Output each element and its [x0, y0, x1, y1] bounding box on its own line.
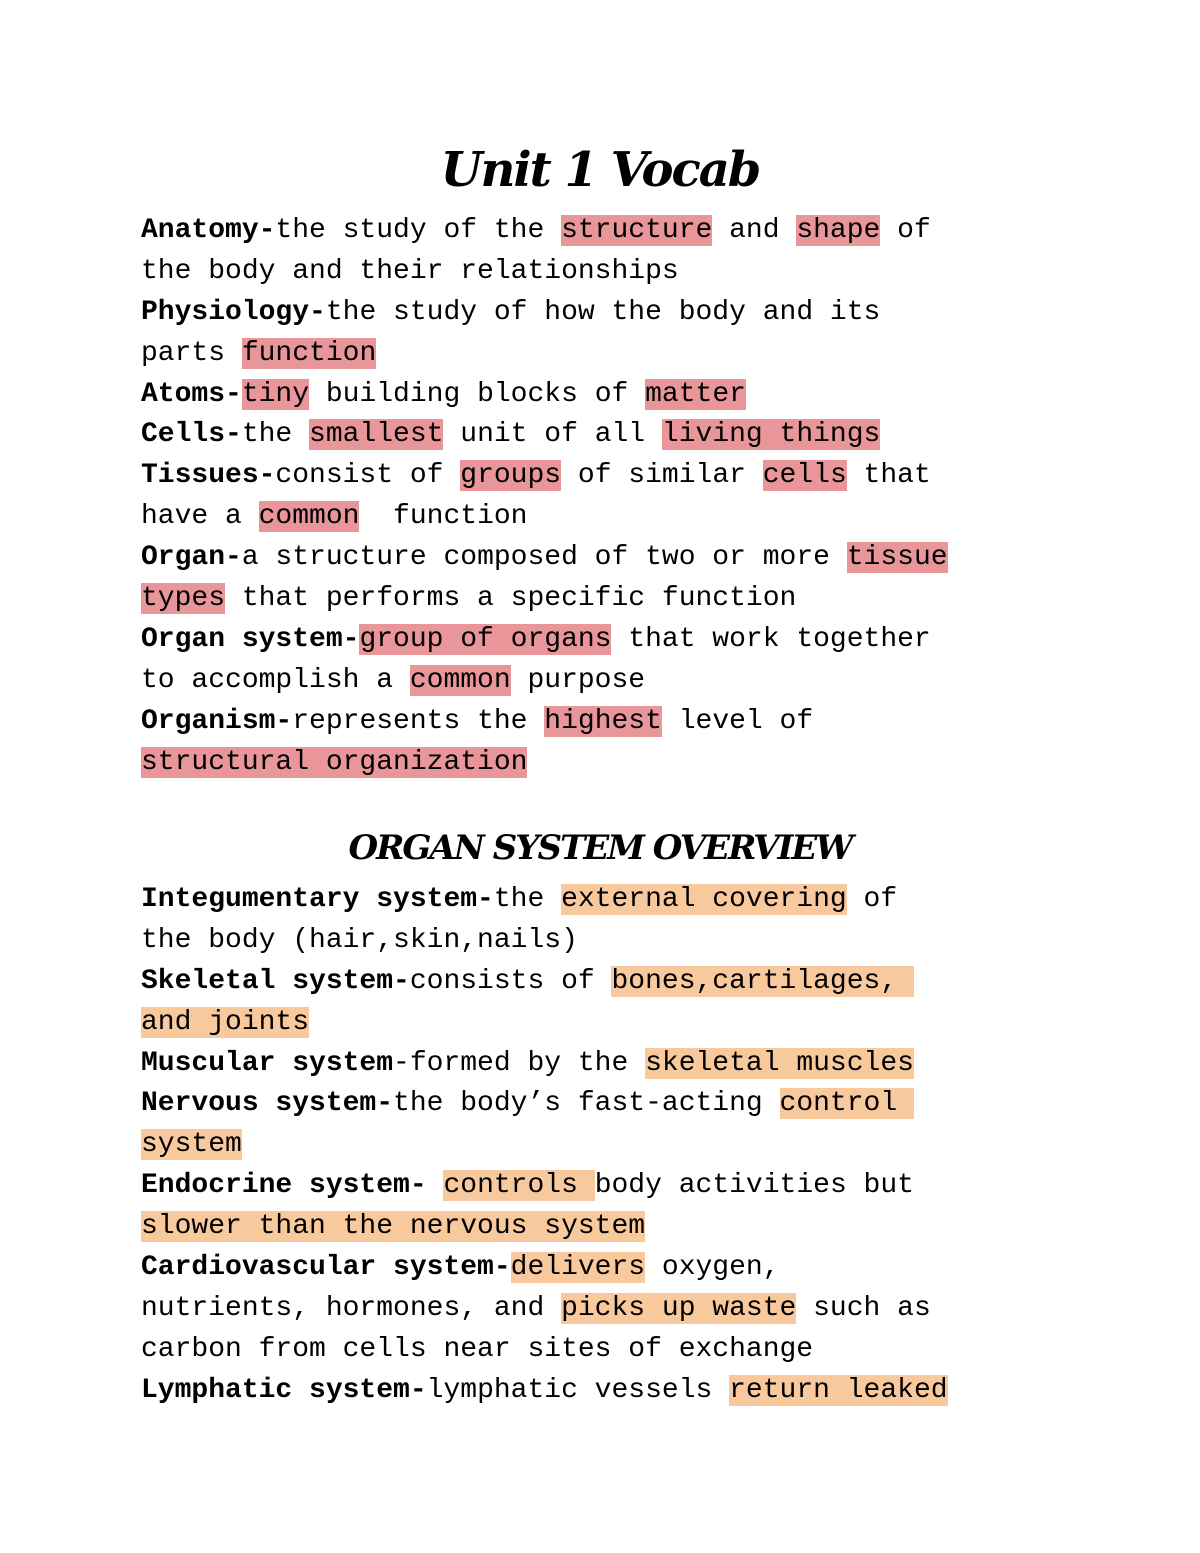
- system-line: [141, 1044, 1061, 1085]
- term-label: Physiology-: [141, 296, 326, 328]
- system-line: [141, 1289, 1061, 1330]
- vocab-line: [141, 620, 1061, 661]
- vocab-line: [141, 743, 1061, 784]
- highlighted-text: slower than the nervous system: [141, 1211, 646, 1243]
- highlighted-text: skeletal muscles: [645, 1047, 914, 1079]
- highlighted-text: control: [779, 1088, 914, 1120]
- highlighted-text: living things: [661, 419, 881, 451]
- text-segment: a structure composed of two or more: [241, 542, 847, 574]
- term-label: Organ-: [141, 542, 242, 574]
- term-label: Atoms-: [141, 378, 242, 410]
- vocab-line: [141, 211, 1061, 252]
- highlighted-text: highest: [544, 705, 662, 737]
- text-segment: body activities but: [594, 1170, 914, 1202]
- vocab-line: [141, 375, 1061, 416]
- term-label: Organism-: [141, 705, 293, 737]
- text-segment: oxygen,: [645, 1252, 780, 1284]
- text-segment: of: [846, 884, 898, 915]
- text-segment: the body’s fast-acting: [393, 1088, 780, 1120]
- highlighted-text: groups: [460, 460, 562, 492]
- text-segment: level of: [661, 705, 814, 737]
- system-line: [141, 921, 1061, 962]
- text-segment: [427, 1170, 444, 1201]
- system-line: [141, 1330, 1061, 1371]
- term-label: Tissues-: [141, 460, 276, 492]
- vocab-line: [141, 415, 1061, 456]
- text-segment: the body and their relationships: [141, 255, 679, 287]
- vocab-line: [141, 456, 1061, 497]
- text-segment: the study of the: [275, 215, 562, 246]
- system-line: [141, 1371, 1061, 1412]
- text-segment: the: [493, 884, 562, 915]
- highlighted-text: matter: [645, 378, 746, 410]
- system-line: [141, 880, 1061, 921]
- vocab-line: [141, 702, 1061, 743]
- text-segment: of: [880, 215, 931, 246]
- highlighted-text: tiny: [241, 378, 310, 410]
- vocab-line: [141, 293, 1061, 334]
- text-segment: that: [846, 460, 931, 492]
- highlighted-text: shape: [796, 215, 881, 246]
- vocab-line: [141, 661, 1061, 702]
- term-label: Organ system-: [141, 623, 360, 655]
- text-segment: and: [712, 215, 797, 246]
- term-label: Lymphatic system-: [141, 1374, 427, 1406]
- highlighted-text: types: [141, 583, 226, 615]
- vocab-line: [141, 538, 1061, 579]
- highlighted-text: bones,cartilages,: [611, 965, 914, 997]
- system-line: [141, 962, 1061, 1003]
- text-segment: to accomplish a: [141, 664, 410, 696]
- organ-system-list: [141, 880, 1061, 1412]
- text-segment: lymphatic vessels: [426, 1374, 730, 1406]
- vocab-line: [141, 497, 1061, 538]
- vocab-list: [141, 211, 1061, 783]
- highlighted-text: controls: [443, 1170, 595, 1202]
- text-segment: unit of all: [443, 419, 662, 451]
- highlighted-text: system: [141, 1129, 242, 1161]
- text-segment: such as: [796, 1292, 931, 1324]
- term-label: Cells-: [141, 419, 242, 451]
- text-segment: have a: [141, 501, 259, 533]
- text-segment: the body (hair,skin,nails): [141, 924, 578, 956]
- text-segment: building blocks of: [309, 378, 646, 410]
- highlighted-text: picks up waste: [561, 1292, 797, 1324]
- text-segment: the study of how the body and its: [325, 296, 881, 328]
- text-segment: parts: [141, 337, 242, 369]
- page-title: Unit 1 Vocab: [440, 142, 760, 198]
- text-segment: nutrients, hormones, and: [141, 1292, 562, 1324]
- text-segment: that performs a specific function: [225, 583, 797, 615]
- system-line: [141, 1125, 1061, 1166]
- system-line: [141, 1084, 1061, 1125]
- highlighted-text: cells: [762, 460, 847, 492]
- highlighted-text: external covering: [561, 884, 847, 915]
- highlighted-text: smallest: [309, 419, 444, 451]
- text-segment: function: [359, 501, 528, 533]
- text-segment: -formed by the: [393, 1047, 646, 1079]
- highlighted-text: and joints: [141, 1006, 310, 1038]
- term-label: Muscular system: [141, 1047, 394, 1079]
- text-segment: consists of: [409, 965, 612, 997]
- text-segment: carbon from cells near sites of exchange: [141, 1333, 814, 1365]
- term-label: Anatomy-: [141, 215, 276, 246]
- system-line: [141, 1166, 1061, 1207]
- vocab-line: [141, 334, 1061, 375]
- text-segment: consist of: [275, 460, 461, 492]
- system-line: [141, 1003, 1061, 1044]
- text-segment: the: [241, 419, 310, 451]
- system-line: [141, 1207, 1061, 1248]
- highlighted-text: structure: [561, 215, 713, 246]
- vocab-line: [141, 252, 1061, 293]
- text-segment: purpose: [510, 664, 646, 696]
- term-label: Skeletal system-: [141, 965, 410, 997]
- highlighted-text: common: [409, 664, 511, 696]
- text-segment: represents the: [292, 705, 545, 737]
- term-label: Integumentary system-: [141, 884, 494, 915]
- term-label: Cardiovascular system-: [141, 1252, 511, 1284]
- term-label: Nervous system-: [141, 1088, 394, 1120]
- highlighted-text: group of organs: [359, 623, 612, 655]
- term-label: Endocrine system-: [141, 1170, 427, 1202]
- highlighted-text: function: [241, 337, 377, 369]
- highlighted-text: common: [258, 501, 360, 533]
- section-title: ORGAN SYSTEM OVERVIEW: [348, 828, 852, 868]
- highlighted-text: return leaked: [729, 1374, 948, 1406]
- vocab-line: [141, 579, 1061, 620]
- text-segment: of similar: [561, 460, 763, 492]
- system-line: [141, 1248, 1061, 1289]
- highlighted-text: tissue: [846, 542, 948, 574]
- highlighted-text: delivers: [510, 1252, 646, 1284]
- text-segment: that work together: [611, 623, 931, 655]
- highlighted-text: structural organization: [141, 746, 528, 778]
